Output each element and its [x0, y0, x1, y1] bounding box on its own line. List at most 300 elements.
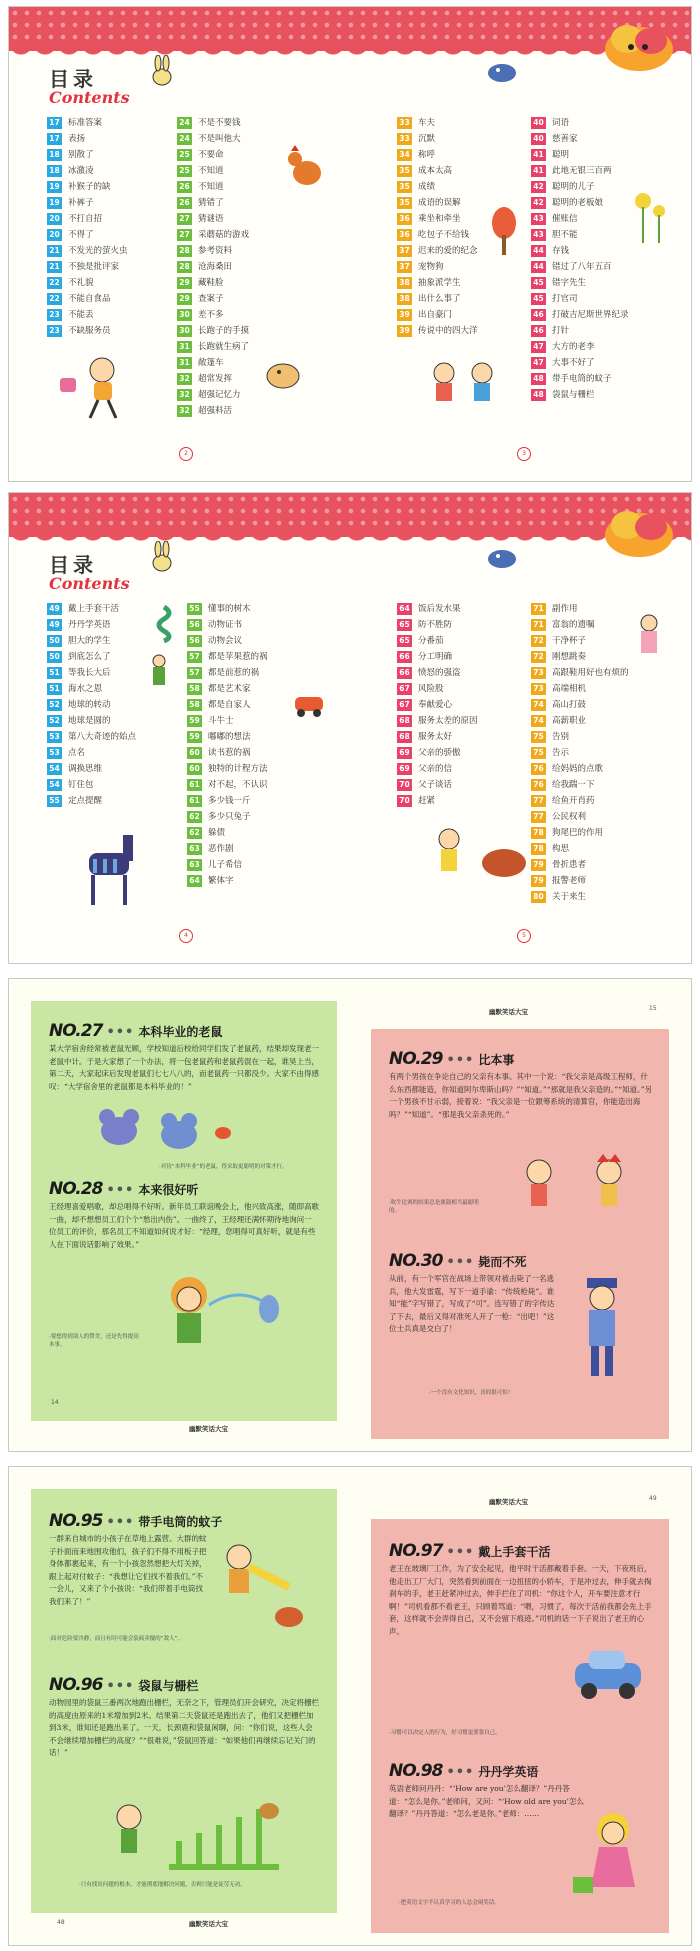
- toc-entry[interactable]: [187, 873, 268, 889]
- toc-entry[interactable]: [531, 809, 629, 825]
- toc-page-number: 65: [397, 619, 412, 631]
- toc-entry[interactable]: [187, 713, 268, 729]
- toc-entry[interactable]: [47, 179, 128, 195]
- toc-page-number: 20: [47, 229, 62, 241]
- singer-cartoon-icon: [149, 1269, 299, 1369]
- toc-entry-title: 不要命: [198, 150, 224, 160]
- toc-entry-title: 调换思维: [68, 764, 103, 774]
- toc-page-number: 45: [531, 277, 546, 289]
- toc-page-number: 55: [47, 795, 62, 807]
- story-30-title: [389, 1251, 526, 1271]
- toc-entry-title: 乘坐和牵坐: [418, 214, 461, 224]
- toc-entry[interactable]: [397, 761, 478, 777]
- toc-page-number: 69: [397, 747, 412, 759]
- toc-entry-title: 不是不要钱: [198, 118, 241, 128]
- toc-entry[interactable]: [531, 649, 629, 665]
- toc-entry[interactable]: [531, 355, 629, 371]
- toc-page-number: 71: [531, 603, 546, 615]
- toc-entry[interactable]: [177, 195, 249, 211]
- toc-page-number: 33: [397, 117, 412, 129]
- toc-entry-title: 沉默: [418, 134, 436, 144]
- toc-entry-title: 对不起，不认识: [208, 780, 268, 790]
- toc-entry[interactable]: [47, 745, 136, 761]
- toc-entry[interactable]: [187, 841, 268, 857]
- toc-entry[interactable]: [177, 163, 249, 179]
- toc-entry[interactable]: [397, 195, 478, 211]
- toc-entry[interactable]: [187, 809, 268, 825]
- toc-page-number: 48: [531, 373, 546, 385]
- toc-entry[interactable]: [177, 259, 249, 275]
- toc-entry-title: 慈善家: [552, 134, 578, 144]
- toc-entry[interactable]: [187, 649, 268, 665]
- toc-entry[interactable]: [177, 371, 249, 387]
- toc-entry[interactable]: [531, 665, 629, 681]
- toc-entry[interactable]: [531, 793, 629, 809]
- toc-page-number: 39: [397, 309, 412, 321]
- toc-page-number: 46: [531, 309, 546, 321]
- toc-entry[interactable]: [397, 745, 478, 761]
- toc-page-number: 42: [531, 181, 546, 193]
- title-dots: •••: [446, 1255, 475, 1270]
- toc-entry-title: 长跑就生病了: [198, 342, 250, 352]
- story-no-label: NO.: [389, 1761, 421, 1781]
- toc-entry[interactable]: [47, 649, 136, 665]
- toc-entry[interactable]: [531, 307, 629, 323]
- title-dots: •••: [446, 1545, 475, 1560]
- toc-entry[interactable]: [397, 729, 478, 745]
- toc-entry[interactable]: [397, 179, 478, 195]
- toc-entry[interactable]: [531, 857, 629, 873]
- zebra-icon: [69, 823, 149, 913]
- toc-page-number: 44: [531, 245, 546, 257]
- toc-entry[interactable]: [531, 227, 629, 243]
- page-number-right: 15: [649, 1005, 657, 1012]
- toc-entry[interactable]: [177, 387, 249, 403]
- toc-entry[interactable]: [531, 179, 629, 195]
- toc-entry[interactable]: [531, 163, 629, 179]
- toc-entry[interactable]: [397, 649, 478, 665]
- toc-entry-title: 差不多: [198, 310, 224, 320]
- toc-entry[interactable]: [177, 147, 249, 163]
- toc-entry[interactable]: [397, 211, 478, 227]
- toc-entry[interactable]: [47, 761, 136, 777]
- toc-entry[interactable]: [397, 665, 478, 681]
- toc-entry[interactable]: [531, 131, 629, 147]
- toc-entry[interactable]: [397, 147, 478, 163]
- story-heading: 丹丹学英语: [478, 1765, 539, 1779]
- toc-entry-title: 错字先生: [552, 278, 587, 288]
- toc-entry-title: 聪明的老板娘: [552, 198, 604, 208]
- toc-entry-title: 采蘑菇的游戏: [198, 230, 250, 240]
- toc-entry[interactable]: [47, 601, 136, 617]
- toc-page-number: 76: [531, 763, 546, 775]
- toc-entry-title: 父子谈话: [418, 780, 453, 790]
- title-dots: •••: [446, 1765, 475, 1780]
- page-number-left: 48: [57, 1919, 65, 1926]
- toc-entry[interactable]: [177, 211, 249, 227]
- toc-entry-title: 打破吉尼斯世界纪录: [552, 310, 629, 320]
- toc-entry-title: 钉住包: [68, 780, 94, 790]
- toc-entry-title: 饭后发水果: [418, 604, 461, 614]
- toc-page-number: 21: [47, 245, 62, 257]
- toc-entry-title: 词语: [552, 118, 570, 128]
- toc-page-number: 17: [47, 133, 62, 145]
- toc-entry[interactable]: [47, 697, 136, 713]
- toc-entry[interactable]: [531, 243, 629, 259]
- toc-entry-title: 服务太好: [418, 732, 453, 742]
- toc-entry[interactable]: [531, 323, 629, 339]
- toc-entry[interactable]: [531, 387, 629, 403]
- snake-icon: [149, 603, 179, 643]
- toc-page-number: 76: [531, 779, 546, 791]
- toc-entry[interactable]: [531, 601, 629, 617]
- toc-entry[interactable]: [47, 291, 128, 307]
- toc-entry-title: 打官司: [552, 294, 578, 304]
- toc-entry-title: 地球是圆的: [68, 716, 111, 726]
- toc-entry-title: 儿子希信: [208, 860, 243, 870]
- toc-entry[interactable]: [531, 195, 629, 211]
- toc-title-cn: 目录: [49, 67, 97, 91]
- title-dots: •••: [106, 1515, 135, 1530]
- toc-entry[interactable]: [47, 147, 128, 163]
- toc-entry[interactable]: [531, 339, 629, 355]
- story-heading: 戴上手套干活: [478, 1545, 551, 1559]
- toc-entry[interactable]: [47, 777, 136, 793]
- toc-entry[interactable]: [187, 825, 268, 841]
- toc-entry[interactable]: [47, 307, 128, 323]
- toc-entry[interactable]: [397, 291, 478, 307]
- toc-entry[interactable]: [531, 729, 629, 745]
- toc-entry[interactable]: [47, 211, 128, 227]
- toc-entry-title: 催账信: [552, 214, 578, 224]
- story-28-title: [49, 1179, 198, 1199]
- toc-page-number: 71: [531, 619, 546, 631]
- toc-entry[interactable]: [397, 617, 478, 633]
- toc-entry-title: 猜谜语: [198, 214, 224, 224]
- toc-page-number: 42: [531, 197, 546, 209]
- toc-entry[interactable]: [177, 307, 249, 323]
- toc-page-number: 41: [531, 165, 546, 177]
- toc-entry-title: 打针: [552, 326, 570, 336]
- toc-entry[interactable]: [47, 227, 128, 243]
- toc-entry[interactable]: [47, 713, 136, 729]
- toc-page-number: 38: [397, 277, 412, 289]
- toc-entry-title: 父亲的骄傲: [418, 748, 461, 758]
- toc-page-number: 30: [177, 309, 192, 321]
- toc-entry[interactable]: [47, 633, 136, 649]
- story-heading: 本科毕业的老鼠: [138, 1025, 223, 1039]
- toc-entry[interactable]: [47, 259, 128, 275]
- toc-entry[interactable]: [397, 275, 478, 291]
- story-27-caption: ·对待“本科毕业”的老鼠，得采取更聪明的对策才行。: [159, 1164, 288, 1170]
- story-number: 95: [80, 1511, 103, 1531]
- toc-entry[interactable]: [47, 323, 128, 339]
- toc-page-number: 51: [47, 667, 62, 679]
- toc-entry[interactable]: [47, 195, 128, 211]
- toc-page-number: 43: [531, 229, 546, 241]
- toc-page-number: 51: [47, 683, 62, 695]
- dog-icon: [259, 352, 307, 392]
- toc-entry-title: 胆大的学生: [68, 636, 111, 646]
- toc-entry-title: 藏鞋脸: [198, 278, 224, 288]
- toc-entry[interactable]: [47, 665, 136, 681]
- toc-entry-title: 恶作剧: [208, 844, 234, 854]
- toc-entry[interactable]: [531, 777, 629, 793]
- flowers-icon: [629, 187, 669, 247]
- toc-entry[interactable]: [177, 355, 249, 371]
- toc-entry-title: 超强料活: [198, 406, 233, 416]
- toc-entry-title: 成绩: [418, 182, 436, 192]
- toc-page-number: 34: [397, 149, 412, 161]
- toc-entry-title: 传说中的四大洋: [418, 326, 478, 336]
- toc-entry-title: 多少只兔子: [208, 812, 251, 822]
- toc-entry[interactable]: [531, 745, 629, 761]
- toc-entry[interactable]: [531, 291, 629, 307]
- toc-page-number: 72: [531, 651, 546, 663]
- toc-entry[interactable]: [177, 179, 249, 195]
- title-dots: •••: [446, 1053, 475, 1068]
- toc-page-number: 55: [187, 603, 202, 615]
- toc-page-number: 18: [47, 165, 62, 177]
- story-no-label: NO.: [49, 1511, 81, 1531]
- toc-page-number: 37: [397, 261, 412, 273]
- toc-entry-title: 嘟嘟的想法: [208, 732, 251, 742]
- toc-entry[interactable]: [531, 873, 629, 889]
- toc-entry-title: 给鱼开肖药: [552, 796, 595, 806]
- toc-page-number: 24: [177, 133, 192, 145]
- toc-entry[interactable]: [47, 793, 136, 809]
- toc-page-number: 47: [531, 357, 546, 369]
- cloud-decoration: [599, 499, 679, 563]
- toc-page-number: 68: [397, 715, 412, 727]
- toc-entry[interactable]: [177, 243, 249, 259]
- toc-entry[interactable]: [187, 777, 268, 793]
- story-spread-1: [8, 978, 692, 1452]
- toc-entry[interactable]: [177, 131, 249, 147]
- toc-entry[interactable]: [397, 131, 478, 147]
- toc-entry-title: 袋鼠与栅栏: [552, 390, 595, 400]
- bird-icon: [484, 543, 520, 573]
- toc-entry[interactable]: [187, 601, 268, 617]
- toc-entry[interactable]: [47, 275, 128, 291]
- toc-title-en: Contents: [49, 88, 130, 107]
- toc-entry-title: 父亲的信: [418, 764, 453, 774]
- toc-entry[interactable]: [397, 697, 478, 713]
- toc-page-number: 72: [531, 635, 546, 647]
- toc-entry[interactable]: [531, 275, 629, 291]
- toc-page-number: 70: [397, 795, 412, 807]
- toc-entry[interactable]: [177, 323, 249, 339]
- story-96-caption: ·只有找出问题的根本，才能彻底地解决问题，否则只能是徒劳无功。: [79, 1882, 246, 1888]
- toc-entry[interactable]: [397, 163, 478, 179]
- toc-entry[interactable]: [397, 601, 478, 617]
- toc-entry[interactable]: [177, 275, 249, 291]
- story-spread-2: [8, 1466, 692, 1946]
- toc-entry-title: 胆不能: [552, 230, 578, 240]
- toc-entry[interactable]: [177, 403, 249, 419]
- toc-entry[interactable]: [397, 243, 478, 259]
- toc-page-number: 35: [397, 165, 412, 177]
- toc-entry[interactable]: [47, 617, 136, 633]
- toc-page-number: 19: [47, 197, 62, 209]
- toc-entry[interactable]: [47, 243, 128, 259]
- story-97-caption: ·习惯可以决定人的行为，好习惯更要靠自己。: [389, 1730, 501, 1736]
- story-number: 27: [80, 1021, 103, 1041]
- toc-entry-title: 补裤子: [68, 198, 94, 208]
- toc-entry[interactable]: [187, 761, 268, 777]
- bird-icon: [484, 57, 520, 87]
- toc-entry-title: 懂事的树木: [208, 604, 251, 614]
- toc-entry[interactable]: [531, 115, 629, 131]
- toc-entry[interactable]: [177, 339, 249, 355]
- kids-cartoon-icon: [409, 823, 539, 893]
- toc-entry[interactable]: [397, 259, 478, 275]
- toc-page-number: 56: [187, 619, 202, 631]
- toc-page-number: 28: [177, 245, 192, 257]
- toc-entry-title: 狗尾巴的作用: [552, 828, 604, 838]
- toc-entry-title: 刚想跳奏: [552, 652, 587, 662]
- toc-page-number: 44: [531, 261, 546, 273]
- toc-page-number: 27: [177, 213, 192, 225]
- toc-page-number: 17: [47, 117, 62, 129]
- toc-entry-title: 不发光的萤火虫: [68, 246, 128, 256]
- toc-entry[interactable]: [187, 729, 268, 745]
- toc-entry[interactable]: [531, 713, 629, 729]
- toc-entry-title: 不得了: [68, 230, 94, 240]
- toc-entry[interactable]: [397, 777, 478, 793]
- toc-entry-title: 都是自家人: [208, 700, 251, 710]
- story-number: 28: [80, 1179, 103, 1199]
- toc-page-number: 78: [531, 843, 546, 855]
- toc-entry[interactable]: [397, 633, 478, 649]
- page-number-left: 2: [179, 447, 193, 461]
- toc-page-number: 54: [47, 779, 62, 791]
- toc-entry[interactable]: [187, 633, 268, 649]
- toc-entry[interactable]: [187, 681, 268, 697]
- toc-entry-title: 分番茄: [418, 636, 444, 646]
- toc-entry[interactable]: [397, 307, 478, 323]
- toc-entry-title: 干净杯子: [552, 636, 587, 646]
- toc-page-number: 36: [397, 213, 412, 225]
- toc-page-number: 58: [187, 683, 202, 695]
- story-28-caption: ·要想得到别人的赞美，还是先得提高本事。: [49, 1334, 139, 1348]
- toc-entry[interactable]: [531, 761, 629, 777]
- toc-page-number: 52: [47, 699, 62, 711]
- toc-page-number: 35: [397, 197, 412, 209]
- toc-entry[interactable]: [531, 889, 629, 905]
- toc-entry[interactable]: [531, 825, 629, 841]
- story-number: 97: [420, 1541, 443, 1561]
- toc-entry[interactable]: [187, 745, 268, 761]
- toc-entry-title: 愤怒的强盗: [418, 668, 461, 678]
- story-number: 30: [420, 1251, 443, 1271]
- toc-entry[interactable]: [177, 291, 249, 307]
- car-cartoon-icon: [569, 1643, 649, 1703]
- toc-entry-title: 敞篷车: [198, 358, 224, 368]
- toc-entry[interactable]: [531, 633, 629, 649]
- toc-page-number: 54: [47, 763, 62, 775]
- toc-entry-title: 独特的计程方法: [208, 764, 268, 774]
- toc-entry-title: 海水之恩: [68, 684, 103, 694]
- toc-entry-title: 大事不好了: [552, 358, 595, 368]
- girl-cartoon-icon: [569, 1807, 649, 1917]
- book-label-bottom: 幽默笑话大宝: [189, 1920, 228, 1928]
- toc2-column-4: [531, 601, 629, 905]
- toc-entry-title: 出自豪门: [418, 310, 453, 320]
- toc-entry-title: 此地无银三百两: [552, 166, 612, 176]
- toc-entry-title: 公民权利: [552, 812, 587, 822]
- toc-page-number: 57: [187, 651, 202, 663]
- toc-page-number: 66: [397, 667, 412, 679]
- toc-entry[interactable]: [177, 115, 249, 131]
- toc-entry[interactable]: [47, 681, 136, 697]
- toc-entry-title: 防不胜防: [418, 620, 453, 630]
- toc-entry[interactable]: [531, 147, 629, 163]
- toc-entry[interactable]: [177, 227, 249, 243]
- book-label-top: 幽默笑话大宝: [489, 1498, 528, 1506]
- toc-entry-title: 不礼貌: [68, 278, 94, 288]
- toc-entry-title: 不知道: [198, 166, 224, 176]
- toc-entry-title: 大方的老李: [552, 342, 595, 352]
- toc-entry[interactable]: [531, 259, 629, 275]
- toc-entry[interactable]: [531, 697, 629, 713]
- toc-entry-title: 告别: [552, 732, 570, 742]
- toc-entry[interactable]: [397, 323, 478, 339]
- toc-entry[interactable]: [187, 793, 268, 809]
- officer-cartoon-icon: [569, 1274, 639, 1384]
- toc-page-number: 25: [177, 165, 192, 177]
- toc-entry[interactable]: [531, 617, 629, 633]
- toc-entry[interactable]: [531, 371, 629, 387]
- toc2-column-3: [397, 601, 478, 809]
- toc-entry-title: 关于来生: [552, 892, 587, 902]
- toc-entry-title: 不能自食品: [68, 294, 111, 304]
- toc-page-number: 56: [187, 635, 202, 647]
- toc-entry[interactable]: [187, 665, 268, 681]
- toc-entry[interactable]: [187, 697, 268, 713]
- toc-entry[interactable]: [47, 115, 128, 131]
- toc-entry[interactable]: [397, 793, 478, 809]
- toc-entry[interactable]: [47, 163, 128, 179]
- runner-icon: [139, 653, 179, 703]
- toc-page-number: 25: [177, 149, 192, 161]
- toc-page-number: 32: [177, 373, 192, 385]
- toc-title: [49, 549, 130, 593]
- toc-entry[interactable]: [531, 681, 629, 697]
- toc-page-number: 79: [531, 875, 546, 887]
- toc-title-en: Contents: [49, 574, 130, 593]
- story-heading: 毙而不死: [478, 1255, 527, 1269]
- toc-entry[interactable]: [187, 617, 268, 633]
- toc-entry-title: 第八大奇迹的始点: [68, 732, 137, 742]
- toc-page-number: 35: [397, 181, 412, 193]
- toc-page-number: 53: [47, 731, 62, 743]
- toc-entry[interactable]: [397, 227, 478, 243]
- toc-entry[interactable]: [397, 115, 478, 131]
- toc-entry[interactable]: [531, 841, 629, 857]
- toc-entry[interactable]: [397, 713, 478, 729]
- toc-entry[interactable]: [187, 857, 268, 873]
- toc-entry[interactable]: [47, 131, 128, 147]
- mosquito-cartoon-icon: [209, 1527, 319, 1637]
- toc-entry[interactable]: [531, 211, 629, 227]
- toc-entry[interactable]: [397, 681, 478, 697]
- page-number-left: 14: [51, 1399, 59, 1406]
- toc-page-number: 48: [531, 389, 546, 401]
- toc-entry-title: 带手电筒的蚊子: [552, 374, 612, 384]
- toc-page-number: 58: [187, 699, 202, 711]
- toc-entry[interactable]: [47, 729, 136, 745]
